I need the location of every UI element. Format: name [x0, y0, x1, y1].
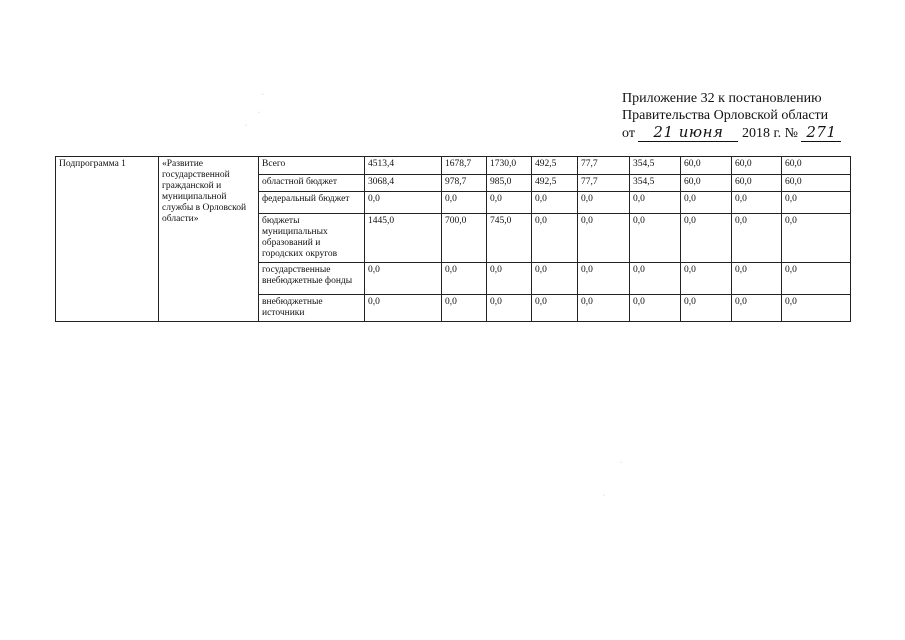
- value-cell: 0,0: [532, 295, 578, 322]
- value-cell: 0,0: [365, 192, 442, 214]
- value-cell: 0,0: [442, 263, 487, 295]
- value-cell: 0,0: [782, 192, 851, 214]
- value-cell: 0,0: [532, 263, 578, 295]
- scan-speck: ·: [620, 460, 622, 466]
- funding-source: федеральный бюджет: [259, 192, 365, 214]
- value-cell: 0,0: [578, 295, 630, 322]
- value-cell: 0,0: [578, 214, 630, 263]
- value-cell: 0,0: [630, 263, 681, 295]
- value-cell: 0,0: [578, 192, 630, 214]
- funding-source: Всего: [259, 157, 365, 175]
- value-cell: 745,0: [487, 214, 532, 263]
- value-cell: 0,0: [532, 214, 578, 263]
- value-cell: 0,0: [365, 263, 442, 295]
- subprogram-name: «Развитие государственной гражданской и муниципальной службы в Орловской области»: [159, 157, 259, 322]
- handwritten-number: 271: [801, 124, 841, 142]
- value-cell: 60,0: [732, 175, 782, 192]
- value-cell: 978,7: [442, 175, 487, 192]
- value-cell: 492,5: [532, 157, 578, 175]
- funding-source: областной бюджет: [259, 175, 365, 192]
- budget-table: [55, 156, 851, 322]
- funding-source: государственные внебюджетные фонды: [259, 263, 365, 295]
- value-cell: 0,0: [732, 192, 782, 214]
- value-cell: 60,0: [732, 157, 782, 175]
- value-cell: 0,0: [578, 263, 630, 295]
- value-cell: 700,0: [442, 214, 487, 263]
- value-cell: 0,0: [681, 192, 732, 214]
- subprogram-label: Подпрограмма 1: [56, 157, 159, 322]
- value-cell: 77,7: [578, 157, 630, 175]
- value-cell: 0,0: [630, 192, 681, 214]
- header-prefix: от: [622, 126, 635, 141]
- value-cell: 1445,0: [365, 214, 442, 263]
- value-cell: 3068,4: [365, 175, 442, 192]
- value-cell: 1730,0: [487, 157, 532, 175]
- value-cell: 0,0: [442, 192, 487, 214]
- value-cell: 60,0: [782, 157, 851, 175]
- document-header: [622, 90, 892, 142]
- funding-source: внебюджетные источники: [259, 295, 365, 322]
- header-line-3: [622, 124, 892, 142]
- value-cell: 0,0: [732, 295, 782, 322]
- value-cell: 492,5: [532, 175, 578, 192]
- value-cell: 354,5: [630, 175, 681, 192]
- table-row: [56, 157, 851, 175]
- value-cell: 0,0: [630, 214, 681, 263]
- value-cell: 0,0: [732, 214, 782, 263]
- scan-speck: ·: [262, 92, 264, 98]
- value-cell: 0,0: [782, 214, 851, 263]
- value-cell: 0,0: [365, 295, 442, 322]
- funding-source: бюджеты муниципальных образований и городских округов: [259, 214, 365, 263]
- header-line-1: Приложение 32 к постановлению: [622, 91, 822, 106]
- value-cell: 0,0: [532, 192, 578, 214]
- value-cell: 60,0: [681, 157, 732, 175]
- value-cell: 0,0: [732, 263, 782, 295]
- value-cell: 1678,7: [442, 157, 487, 175]
- value-cell: 0,0: [681, 263, 732, 295]
- header-line-2: Правительства Орловской области: [622, 108, 829, 123]
- value-cell: 0,0: [782, 295, 851, 322]
- value-cell: 0,0: [442, 295, 487, 322]
- value-cell: 0,0: [681, 295, 732, 322]
- value-cell: 60,0: [681, 175, 732, 192]
- value-cell: 0,0: [681, 214, 732, 263]
- value-cell: 0,0: [487, 192, 532, 214]
- value-cell: 0,0: [630, 295, 681, 322]
- scan-speck: ·: [603, 493, 605, 499]
- handwritten-date: 21 июня: [638, 124, 738, 142]
- scan-speck: ·: [245, 123, 247, 129]
- value-cell: 4513,4: [365, 157, 442, 175]
- value-cell: 985,0: [487, 175, 532, 192]
- header-year: 2018 г. №: [741, 126, 798, 141]
- value-cell: 0,0: [782, 263, 851, 295]
- value-cell: 354,5: [630, 157, 681, 175]
- value-cell: 60,0: [782, 175, 851, 192]
- value-cell: 77,7: [578, 175, 630, 192]
- value-cell: 0,0: [487, 263, 532, 295]
- value-cell: 0,0: [487, 295, 532, 322]
- scan-speck: ·: [258, 110, 260, 116]
